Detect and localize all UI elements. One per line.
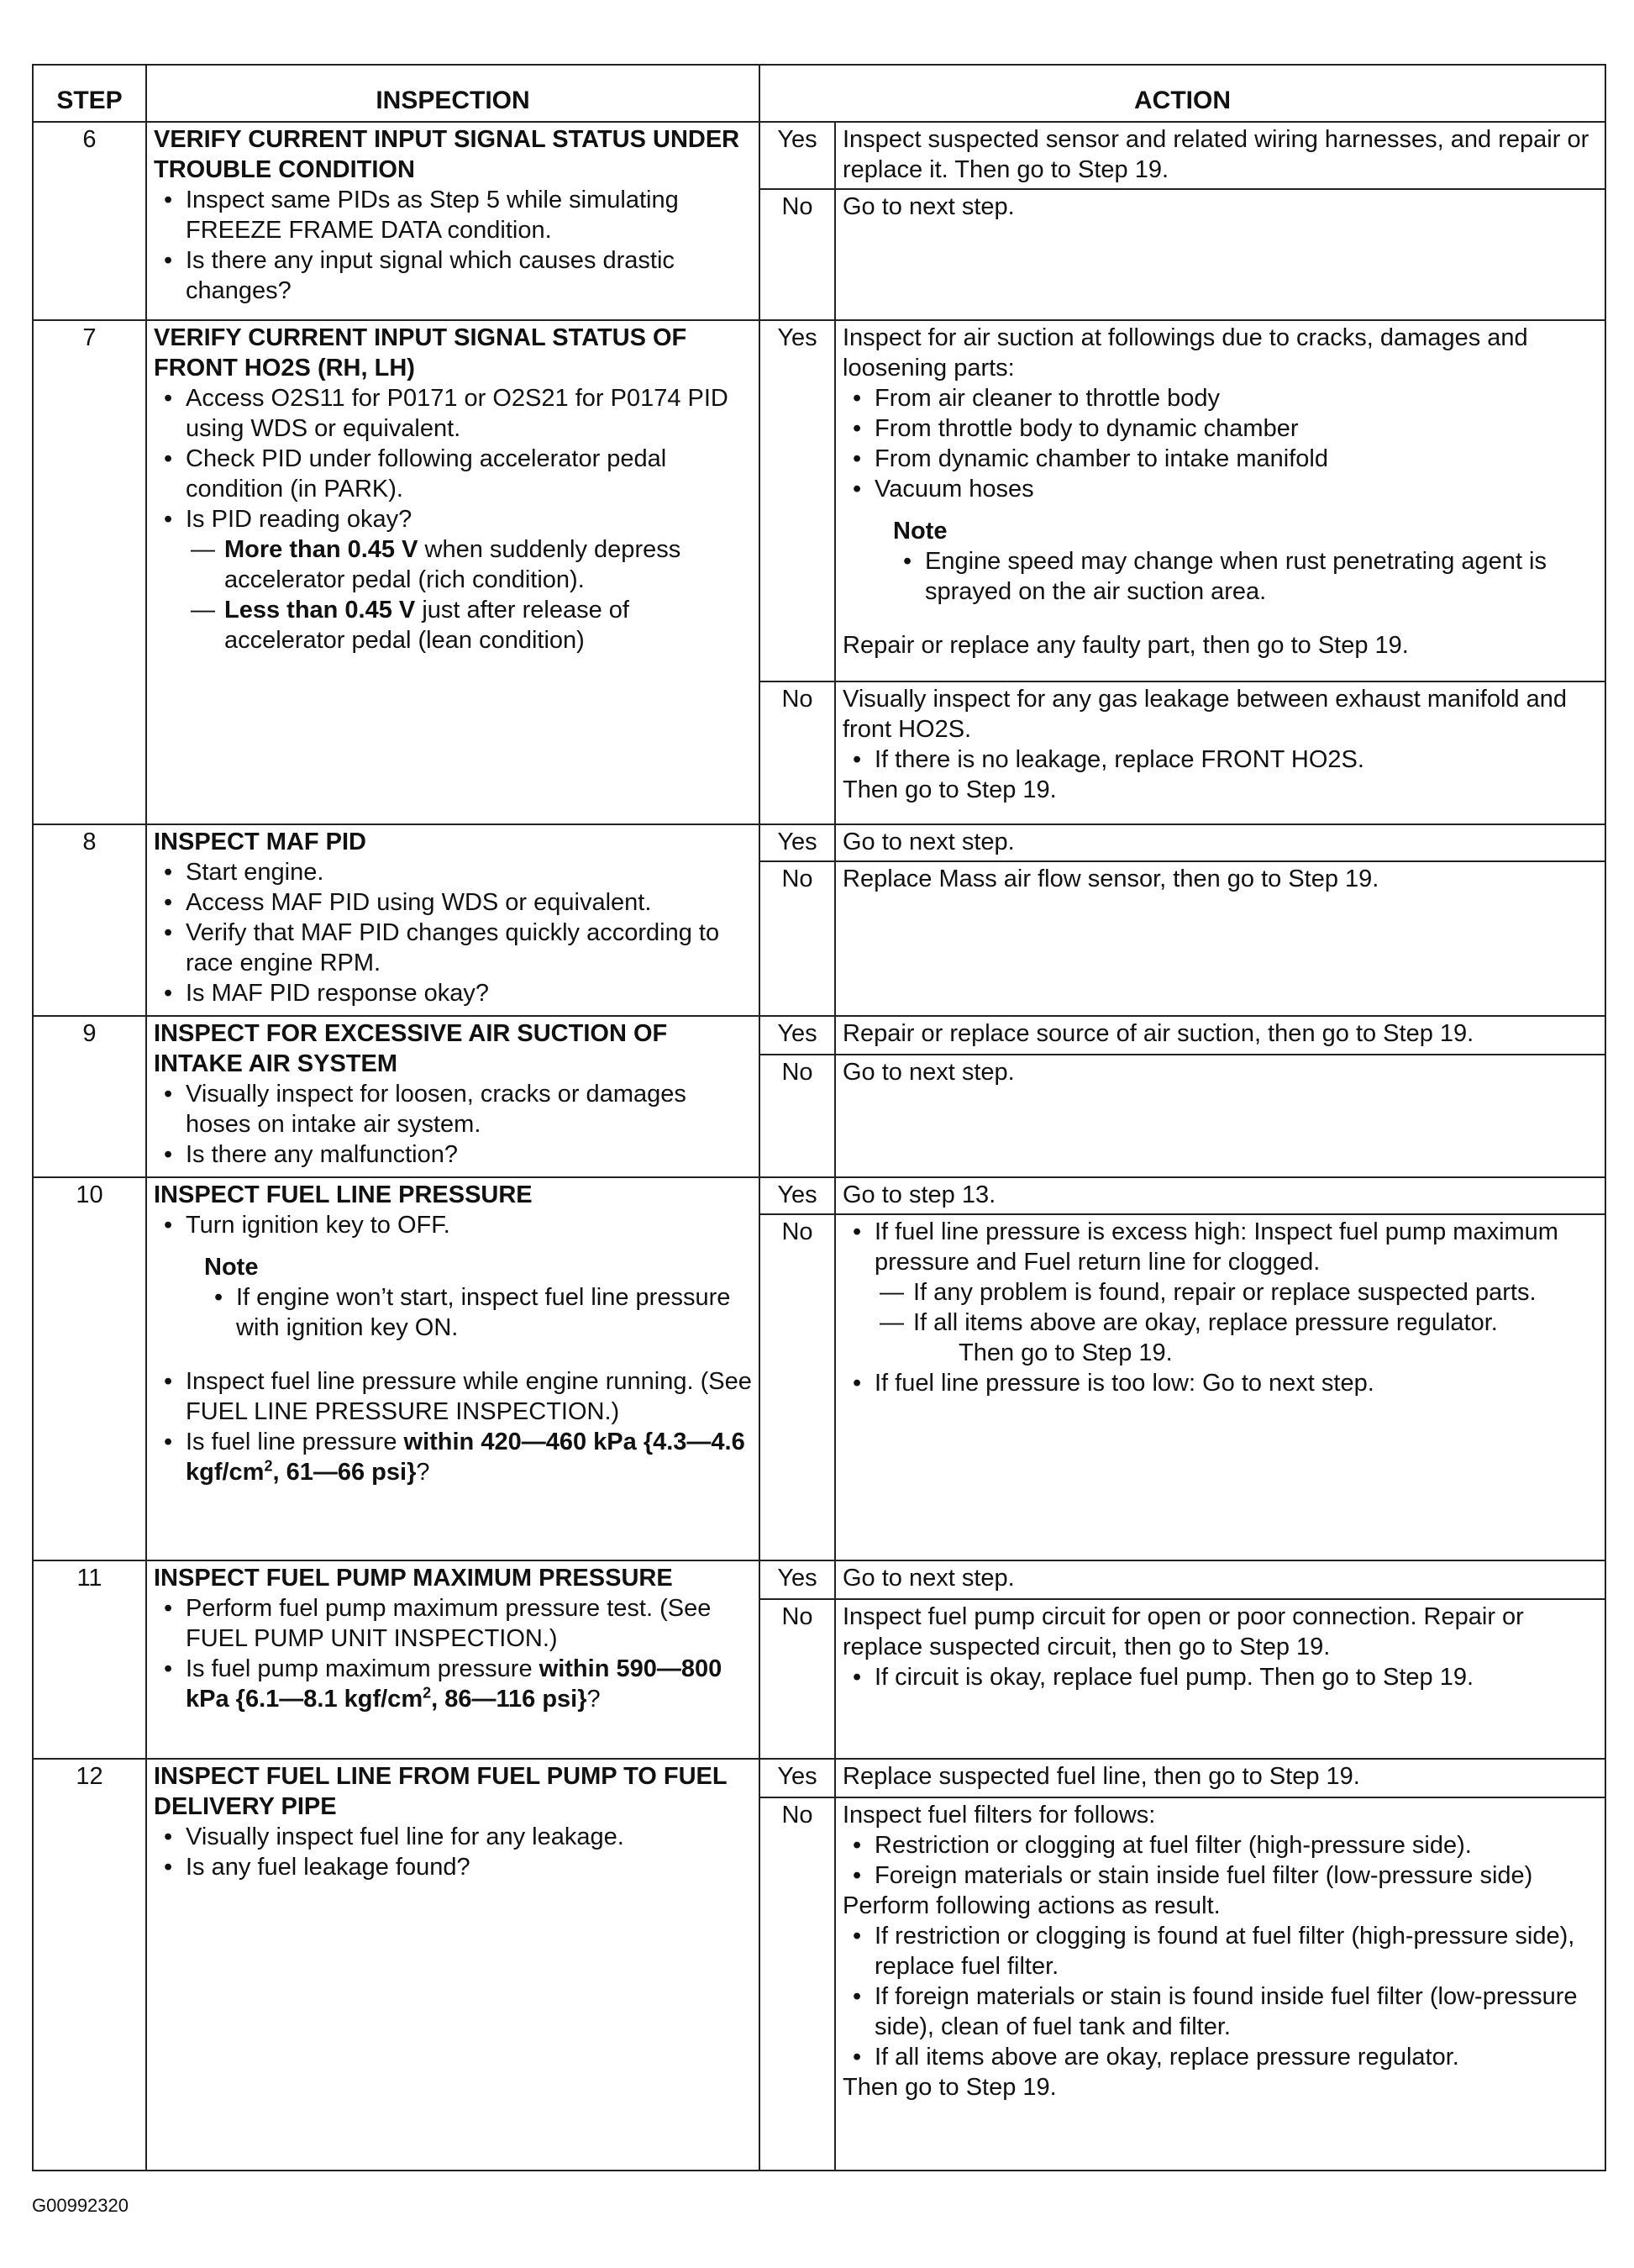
no-label: No <box>759 1797 835 2171</box>
header-inspection: INSPECTION <box>146 65 759 122</box>
list-item: • Is PID reading okay? <box>186 504 752 534</box>
step-7-yes-action <box>835 320 1605 681</box>
list-item: — If all items above are okay, replace pressure regulator. <box>913 1308 1598 1338</box>
step-8-no-action: Replace Mass air flow sensor, then go to Step 19. <box>835 861 1605 1016</box>
list-item: • Verify that MAF PID changes quickly according to race engine RPM. <box>186 918 752 978</box>
step-7-no-action <box>835 681 1605 824</box>
list-item: • Is any fuel leakage found? <box>186 1852 752 1882</box>
action-text: Inspect for air suction at followings due to cracks, damages and loosening parts: <box>843 324 1528 382</box>
diagnostic-table <box>32 64 1606 2171</box>
step-10-no-action <box>835 1214 1605 1560</box>
step-6-no-action: Go to next step. <box>835 189 1605 320</box>
step-8-inspection <box>146 824 759 1016</box>
step-6-yes-action: Inspect suspected sensor and related wiring harnesses, and repair or replace it. Then go to Step 19. <box>835 122 1605 189</box>
header-action: ACTION <box>759 65 1605 122</box>
action-text: Then go to Step 19. <box>843 2074 1057 2101</box>
yes-label: Yes <box>759 122 835 189</box>
step-number: 10 <box>33 1177 146 1560</box>
list-item: • Is fuel line pressure within 420—460 kPa {4.3—4.6 kgf/$cm^2$, 61—66 psi}? <box>186 1427 752 1487</box>
action-text: Inspect fuel filters for follows: <box>843 1802 1156 1829</box>
step-11-inspection <box>146 1560 759 1759</box>
list-item: • Is fuel pump maximum pressure within 590—800 kPa {6.1—8.1 kgf/$cm^2$, 86—116 psi}? <box>186 1654 752 1714</box>
list-item: — More than 0.45 V when suddenly depress accelerator pedal (rich condition). <box>224 534 752 595</box>
step-11-yes-action: Go to next step. <box>835 1560 1605 1599</box>
header-step: STEP <box>33 65 146 122</box>
yes-label: Yes <box>759 320 835 681</box>
list-item: — Less than 0.45 V just after release of accelerator pedal (lean condition) <box>224 595 752 655</box>
list-item: • If there is no leakage, replace FRONT HO2S. <box>875 745 1598 775</box>
list-item: • If foreign materials or stain is found inside fuel filter (low-pressure side), clean of fuel tank and filter. <box>875 1981 1598 2042</box>
step-12-yes-action: Replace suspected fuel line, then go to Step 19. <box>835 1759 1605 1797</box>
step-9-inspection <box>146 1016 759 1177</box>
step-number: 9 <box>33 1016 146 1177</box>
list-item: • Perform fuel pump maximum pressure test. (See FUEL PUMP UNIT INSPECTION.) <box>186 1593 752 1654</box>
action-text: Inspect fuel pump circuit for open or poor connection. Repair or replace suspected circuit, then go to Step 19. <box>843 1603 1524 1660</box>
list-item: • From dynamic chamber to intake manifold <box>875 444 1598 474</box>
list-item: • Restriction or clogging at fuel filter (high-pressure side). <box>875 1830 1598 1860</box>
step-title: INSPECT FUEL PUMP MAXIMUM PRESSURE <box>154 1565 673 1592</box>
list-item: • Check PID under following accelerator pedal condition (in PARK). <box>186 444 752 504</box>
no-label: No <box>759 1599 835 1759</box>
list-item: • Visually inspect fuel line for any leakage. <box>186 1822 752 1852</box>
yes-label: Yes <box>759 1016 835 1055</box>
step-9-no-action: Go to next step. <box>835 1055 1605 1177</box>
step-9-yes-action: Repair or replace source of air suction, then go to Step 19. <box>835 1016 1605 1055</box>
step-6-inspection <box>146 122 759 320</box>
step-11-no-action <box>835 1599 1605 1759</box>
list-item: • Inspect fuel line pressure while engine running. (See FUEL LINE PRESSURE INSPECTION.) <box>186 1366 752 1427</box>
note-text: • If engine won’t start, inspect fuel line pressure with ignition key ON. <box>236 1282 752 1343</box>
list-item: • Is MAF PID response okay? <box>186 978 752 1008</box>
no-label: No <box>759 681 835 824</box>
list-item: • Is there any input signal which causes drastic changes? <box>186 245 752 306</box>
step-10-inspection <box>146 1177 759 1560</box>
yes-label: Yes <box>759 1759 835 1797</box>
list-item: • If restriction or clogging is found at fuel filter (high-pressure side), replace fuel filter. <box>875 1921 1598 1981</box>
step-number: 8 <box>33 824 146 1016</box>
step-12-inspection <box>146 1759 759 2171</box>
no-label: No <box>759 1214 835 1560</box>
action-text: Perform following actions as result. <box>843 1892 1221 1919</box>
yes-label: Yes <box>759 1177 835 1214</box>
step-number: 11 <box>33 1560 146 1759</box>
list-item: — If any problem is found, repair or replace suspected parts. <box>913 1277 1598 1308</box>
list-item: • Turn ignition key to OFF. <box>186 1210 752 1240</box>
list-item: • From air cleaner to throttle body <box>875 383 1598 413</box>
step-7-inspection <box>146 320 759 824</box>
list-item: • If circuit is okay, replace fuel pump. Then go to Step 19. <box>875 1662 1598 1692</box>
list-item: • From throttle body to dynamic chamber <box>875 413 1598 444</box>
list-item: • Access O2S11 for P0171 or O2S21 for P0174 PID using WDS or equivalent. <box>186 383 752 444</box>
list-item: • Foreign materials or stain inside fuel filter (low-pressure side) <box>875 1860 1598 1891</box>
list-item: • Vacuum hoses <box>875 474 1598 504</box>
no-label: No <box>759 1055 835 1177</box>
step-number: 6 <box>33 122 146 320</box>
step-10-yes-action: Go to step 13. <box>835 1177 1605 1214</box>
step-title: VERIFY CURRENT INPUT SIGNAL STATUS OF FRONT HO2S (RH, LH) <box>154 324 687 382</box>
list-item: • If fuel line pressure is excess high: Inspect fuel pump maximum pressure and Fuel return line for clogged. — If any problem is found, repair or replace suspected parts. — If all items above are okay, replace pressure regulator. Then go to Step 19. <box>875 1217 1598 1368</box>
list-item: • Is there any malfunction? <box>186 1139 752 1170</box>
no-label: No <box>759 189 835 320</box>
action-text: Then go to Step 19. <box>959 1339 1173 1366</box>
list-item: • Visually inspect for loosen, cracks or damages hoses on intake air system. <box>186 1079 752 1139</box>
note-label: Note <box>204 1254 259 1281</box>
step-title: INSPECT MAF PID <box>154 829 366 855</box>
step-title: INSPECT FOR EXCESSIVE AIR SUCTION OF INTAKE AIR SYSTEM <box>154 1020 668 1077</box>
step-number: 7 <box>33 320 146 824</box>
action-text: Visually inspect for any gas leakage between exhaust manifold and front HO2S. <box>843 686 1567 743</box>
figure-id: G00992320 <box>32 2195 129 2216</box>
step-8-yes-action: Go to next step. <box>835 824 1605 861</box>
list-item: • If fuel line pressure is too low: Go to next step. <box>875 1368 1598 1398</box>
yes-label: Yes <box>759 1560 835 1599</box>
step-12-no-action <box>835 1797 1605 2171</box>
step-number: 12 <box>33 1759 146 2171</box>
note-label: Note <box>893 518 948 545</box>
step-title: INSPECT FUEL LINE PRESSURE <box>154 1181 533 1208</box>
list-item: • Inspect same PIDs as Step 5 while simulating FREEZE FRAME DATA condition. <box>186 185 752 245</box>
list-item: • Access MAF PID using WDS or equivalent. <box>186 887 752 918</box>
note-text: • Engine speed may change when rust penetrating agent is sprayed on the air suction area. <box>925 546 1598 607</box>
action-text: Then go to Step 19. <box>843 776 1057 803</box>
step-title: INSPECT FUEL LINE FROM FUEL PUMP TO FUEL DELIVERY PIPE <box>154 1763 728 1820</box>
no-label: No <box>759 861 835 1016</box>
list-item: • If all items above are okay, replace pressure regulator. <box>875 2042 1598 2072</box>
yes-label: Yes <box>759 824 835 861</box>
action-text: Repair or replace any faulty part, then go to Step 19. <box>843 632 1409 659</box>
step-title: VERIFY CURRENT INPUT SIGNAL STATUS UNDER TROUBLE CONDITION <box>154 126 740 183</box>
list-item: • Start engine. <box>186 857 752 887</box>
